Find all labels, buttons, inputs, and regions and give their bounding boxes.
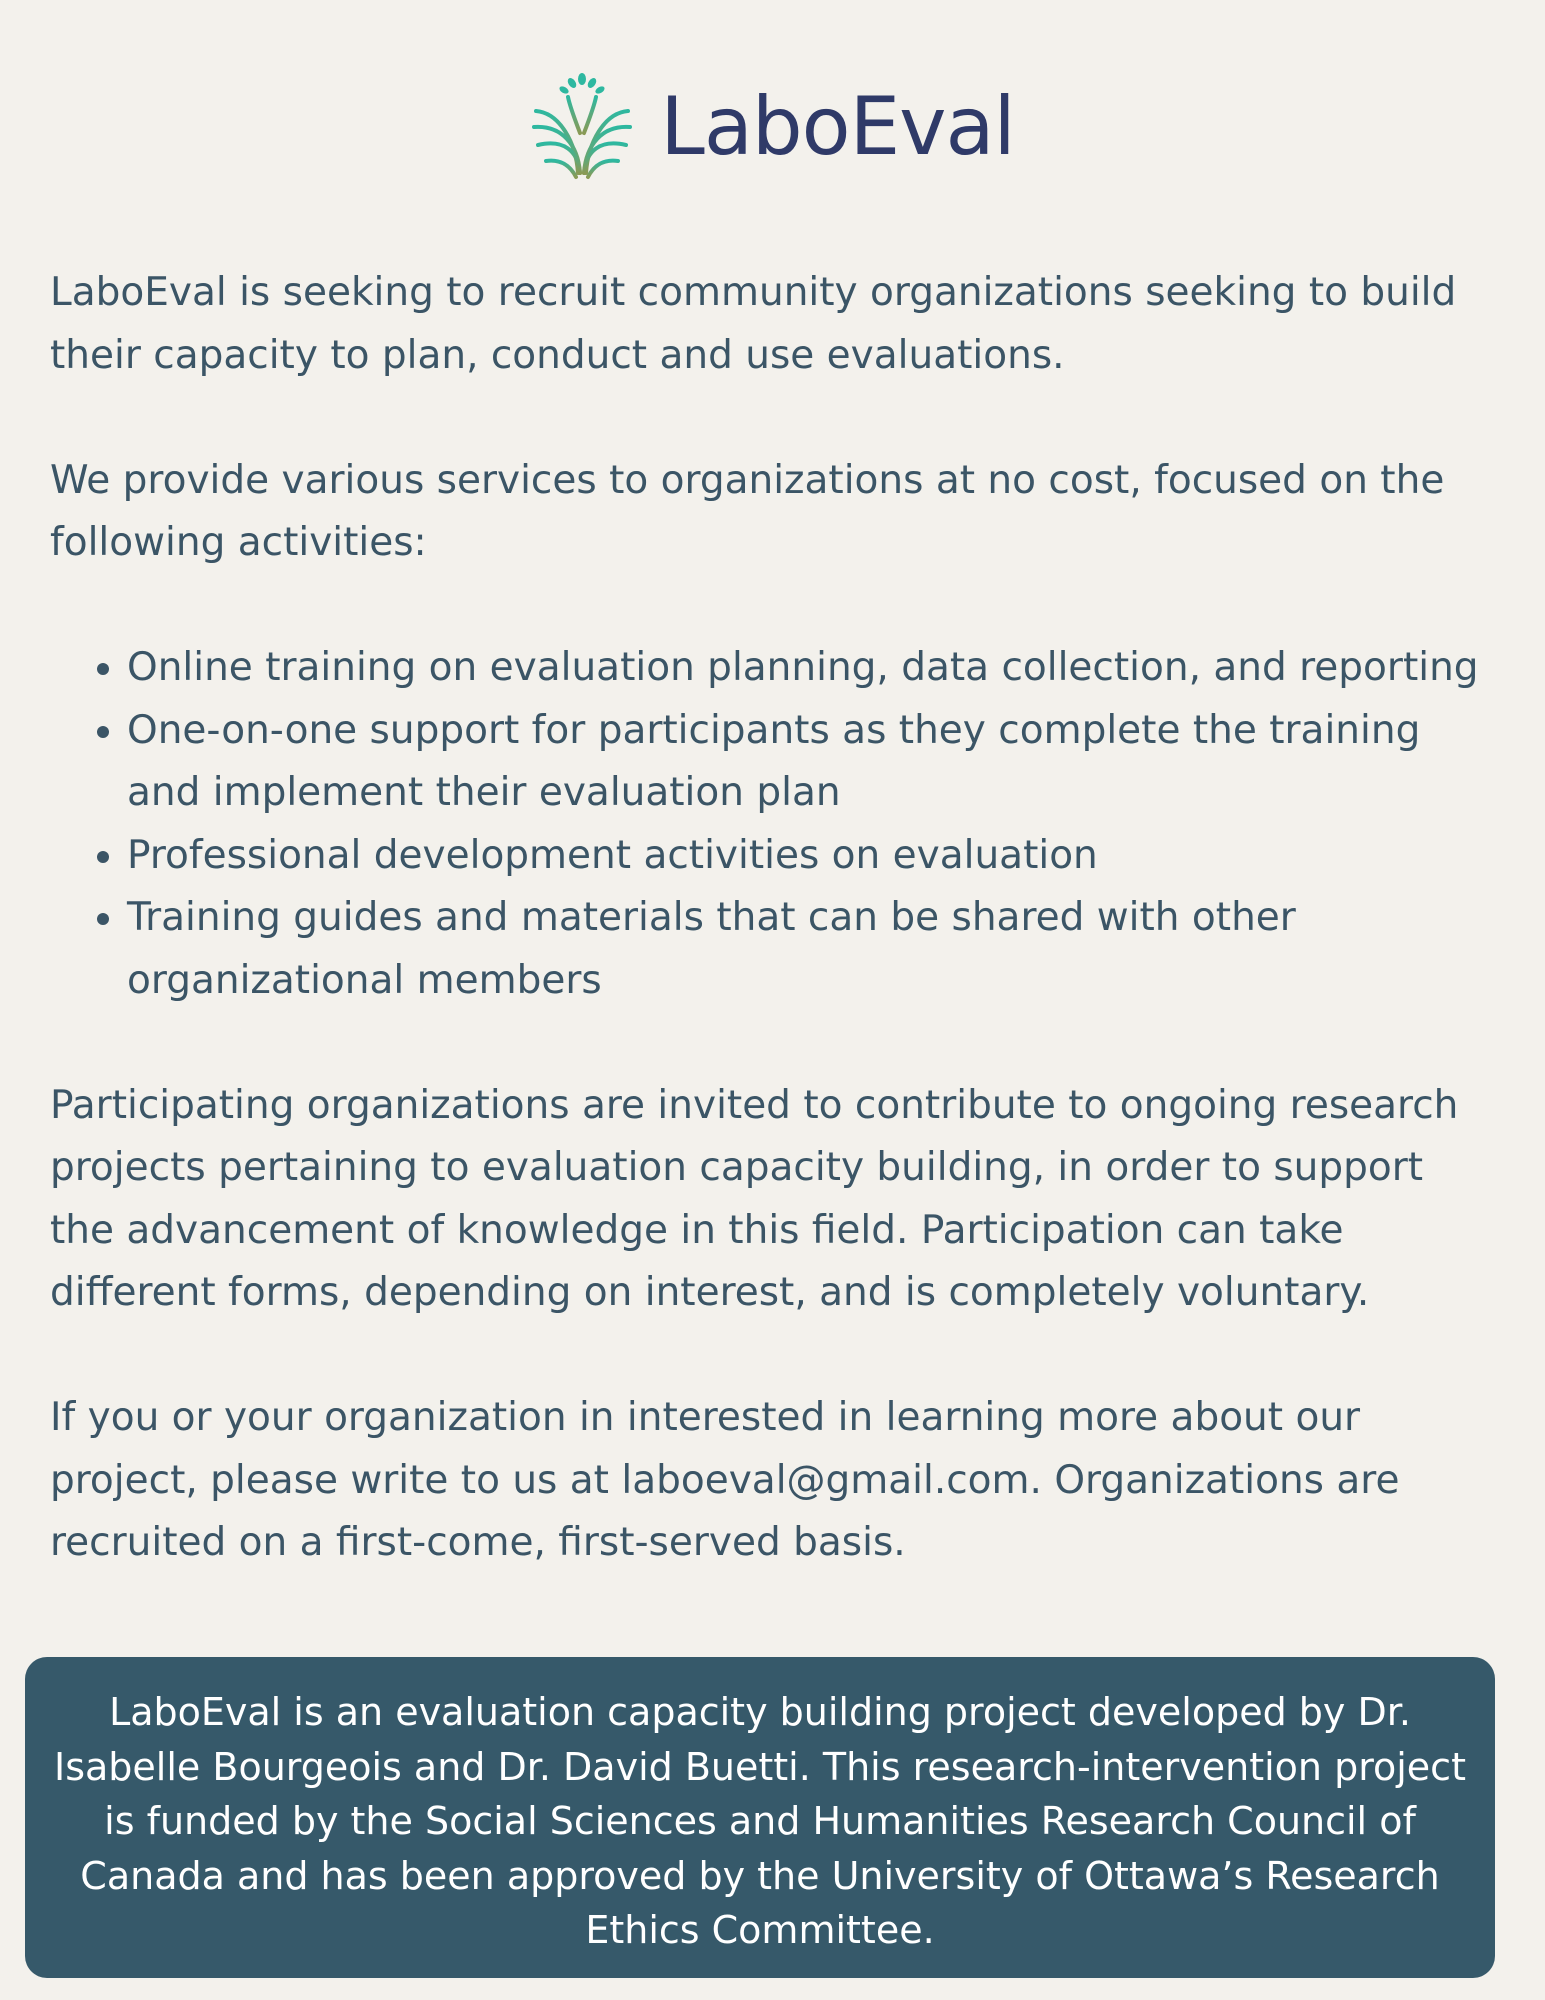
services-intro-paragraph: We provide various services to organizations at no cost, focused on the following activities: [50, 457, 1445, 565]
services-list [50, 637, 1490, 1012]
list-item: • Training guides and materials that can be shared with other organizational members [127, 887, 1490, 1012]
list-item: • Online training on evaluation planning, data collection, and reporting [127, 637, 1490, 700]
funding-notice-text: LaboEval is an evaluation capacity building project developed by Dr. Isabelle Bourgeois and Dr. David Buetti. This research-intervention project is funded by the Social Sciences and Humanities Research Council of Canada and has been approved by the University of Ottawa’s Research Ethics Committee. [54, 1690, 1466, 1952]
list-item: • Professional development activities on evaluation [127, 825, 1490, 888]
main-content [50, 262, 1490, 1637]
funding-notice [25, 1657, 1495, 1978]
logo [0, 72, 1545, 182]
logo-text: LaboEval [660, 80, 1015, 173]
research-paragraph: Participating organizations are invited to contribute to ongoing research projects pertaining to evaluation capacity building, in order to support the advancement of knowledge in this field. Participation can take different forms, depending on interest, and is completely voluntary. [50, 1082, 1459, 1315]
intro-paragraph: LaboEval is seeking to recruit community organizations seeking to build their capacity to plan, conduct and use evaluations. [50, 270, 1457, 378]
tree-icon [530, 73, 634, 181]
list-item: • One-on-one support for participants as they complete the training and implement their evaluation plan [127, 700, 1490, 825]
contact-paragraph: If you or your organization in interested in learning more about our project, please write to us at laboeval@gmail.com. Organizations are recruited on a first-come, first-served basis. [50, 1395, 1400, 1565]
